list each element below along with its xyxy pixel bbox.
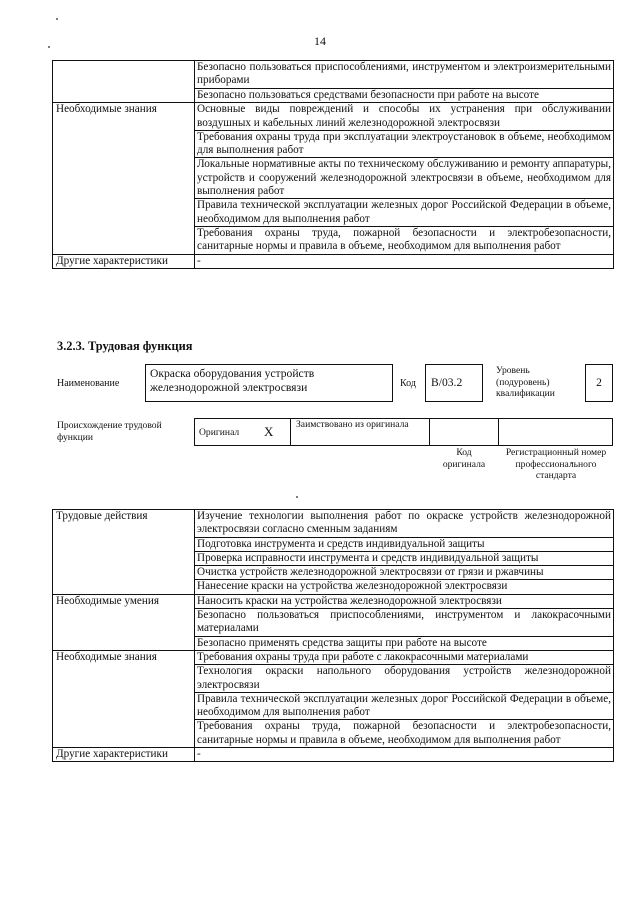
bottom-competency-table <box>52 509 614 762</box>
page-number: 14 <box>314 34 326 48</box>
scan-speck <box>296 496 298 498</box>
table-cell: Подготовка инструмента и средств индивидуальной защиты <box>195 537 614 551</box>
code-value: B/03.2 <box>431 376 463 389</box>
top-competency-table <box>52 60 614 269</box>
code-label: Код <box>400 378 416 389</box>
table-row <box>53 650 614 664</box>
row-label: Необходимые умения <box>53 594 195 650</box>
row-label: Трудовые действия <box>53 510 195 595</box>
table-cell: Проверка исправности инструмента и средств индивидуальной защиты <box>195 551 614 565</box>
row-label: Другие характеристики <box>53 748 195 762</box>
function-name: Окраска оборудования устройств железнодорожной электросвязи <box>150 367 315 394</box>
table-cell: Требования охраны труда при эксплуатации электроустановок в объеме, необходимом для выполнения работ <box>195 130 614 158</box>
code-box <box>425 364 483 402</box>
borrowed-label: Заимствовано из оригинала <box>296 419 409 430</box>
scan-speck <box>56 18 58 20</box>
table-row <box>53 748 614 762</box>
table-cell: Нанесение краски на устройства железнодорожной электросвязи <box>195 580 614 594</box>
table-row <box>53 594 614 608</box>
section-heading: 3.2.3. Трудовая функция <box>57 339 193 353</box>
table-cell: Правила технической эксплуатации железных дорог Российской Федерации в объеме, необходимом для выполнения работ <box>195 692 614 720</box>
table-row <box>53 103 614 131</box>
table-cell: - <box>195 254 614 268</box>
row-label: Необходимые знания <box>53 103 195 254</box>
divider <box>290 418 291 446</box>
origin-label: Происхождение трудовой функции <box>57 420 162 443</box>
table-cell: Требования охраны труда, пожарной безопасности и электробезопасности, санитарные нормы и правила в объеме, необходимом для выполнения работ <box>195 226 614 254</box>
divider <box>498 418 499 446</box>
row-label <box>53 61 195 103</box>
table-cell: Технология окраски напольного оборудования устройств железнодорожной электросвязи <box>195 665 614 693</box>
name-label: Наименование <box>57 378 120 389</box>
table-cell: Безопасно пользоваться средствами безопасности при работе на высоте <box>195 89 614 103</box>
table-cell: - <box>195 748 614 762</box>
reg-number-caption: Регистрационный номер профессионального стандарта <box>505 447 607 481</box>
table-cell: Изучение технологии выполнения работ по окраске устройств железнодорожной электросвязи согласно сменным заданиям <box>195 510 614 538</box>
original-label: Оригинал <box>199 427 240 438</box>
level-box <box>585 364 613 402</box>
table-cell: Наносить краски на устройства железнодорожной электросвязи <box>195 594 614 608</box>
table-cell: Основные виды повреждений и способы их устранения при обслуживании воздушных и кабельных линий железнодорожной электросвязи <box>195 103 614 131</box>
table-cell: Локальные нормативные акты по техническому обслуживанию и ремонту аппаратуры, устройств и сооружений железнодорожной электросвязи в объеме, необходимом для выполнения работ <box>195 158 614 199</box>
table-cell: Безопасно пользоваться приспособлениями, инструментом и электроизмерительными приборами <box>195 61 614 89</box>
divider <box>429 418 430 446</box>
table-cell: Правила технической эксплуатации железных дорог Российской Федерации в объеме, необходимом для выполнения работ <box>195 199 614 227</box>
table-cell: Безопасно применять средства защиты при работе на высоте <box>195 636 614 650</box>
level-value: 2 <box>596 376 602 389</box>
table-cell: Очистка устройств железнодорожной электросвязи от грязи и ржавчины <box>195 566 614 580</box>
function-name-box <box>145 364 393 402</box>
row-label: Необходимые знания <box>53 650 195 747</box>
table-row <box>53 510 614 538</box>
table-cell: Требования охраны труда при работе с лакокрасочными материалами <box>195 650 614 664</box>
level-label: Уровень (подуровень) квалификации <box>496 365 555 399</box>
row-label: Другие характеристики <box>53 254 195 268</box>
origin-code-caption: Код оригинала <box>442 447 486 470</box>
table-row <box>53 61 614 89</box>
original-checkmark: X <box>264 424 274 439</box>
table-cell: Безопасно пользоваться приспособлениями, инструментом и лакокрасочными материалами <box>195 609 614 637</box>
table-row <box>53 254 614 268</box>
table-cell: Требования охраны труда, пожарной безопасности и электробезопасности, санитарные нормы и правила в объеме, необходимом для выполнения работ <box>195 720 614 748</box>
